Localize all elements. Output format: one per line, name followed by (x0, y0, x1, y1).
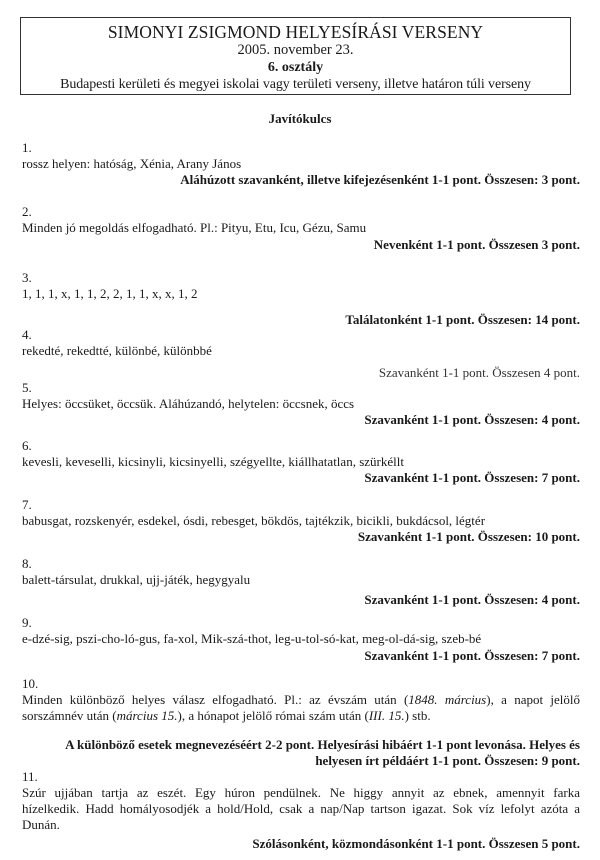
item-answer-line (22, 708, 431, 724)
section-title: Javítókulcs (268, 111, 332, 126)
item-scoring: Szavanként 1-1 pont. Összesen: 4 pont. (364, 592, 580, 607)
item-answer-line (22, 692, 580, 708)
item-answer-line: Szúr ujjában tartja az eszét. Egy húron pendülnek. Ne higgy annyit az ebnek, amennyit farka (22, 785, 580, 800)
italic-example: III. 15. (368, 708, 405, 723)
header-box (20, 17, 571, 95)
italic-example: 1848. március (408, 692, 487, 707)
competition-date: 2005. november 23. (237, 42, 354, 58)
item-scoring: Szólásonként, közmondásonként 1-1 pont. Összesen 5 pont. (252, 836, 580, 851)
item-answer: rossz helyen: hatóság, Xénia, Arany János (22, 156, 242, 171)
item-number: 2. (22, 204, 32, 219)
item-number: 1. (22, 140, 32, 155)
item-scoring-line: helyesen írt példáért 1-1 pont. Összesen: 9 pont. (315, 753, 580, 768)
text-run: Minden különböző helyes válasz elfogadható. Pl.: az évszám után ( (22, 692, 409, 707)
item-number: 7. (22, 497, 32, 512)
item-scoring: Nevenként 1-1 pont. Összesen 3 pont. (373, 237, 580, 252)
grade-level: 6. osztály (267, 60, 324, 75)
item-number: 3. (22, 270, 32, 285)
item-answer-line: hízelkedik. Hadd homályosodjék a hold/Hold, csak a nap/Nap tartson igazat. Sok víz lefolyt azóta a (22, 801, 580, 816)
competition-subtitle: Budapesti kerületi és megyei iskolai vagy területi verseny, illetve határon túli verseny (60, 77, 531, 92)
item-number: 4. (22, 327, 32, 342)
competition-title: SIMONYI ZSIGMOND HELYESÍRÁSI VERSENY (107, 22, 484, 42)
item-answer: babusgat, rozskenyér, esdekel, ósdi, rebesget, bökdös, tajtékzik, bicikli, bukdácsol, légtér (22, 513, 486, 528)
item-scoring: Találatonként 1-1 pont. Összesen: 14 pont. (345, 312, 580, 327)
italic-example: március 15. (116, 708, 178, 723)
text-run: ) stb. (404, 708, 431, 723)
item-answer: e-dzé-sig, pszi-cho-ló-gus, fa-xol, Mik-szá-thot, leg-u-tol-só-kat, meg-ol-dá-sig, szeb-bé (22, 631, 482, 646)
item-answer: Minden jó megoldás elfogadható. Pl.: Pityu, Etu, Icu, Gézu, Samu (22, 220, 367, 235)
text-run: ), a napot jelölő (486, 692, 580, 707)
item-answer: balett-társulat, drukkal, ujj-játék, hegygyalu (22, 572, 251, 587)
item-number: 10. (22, 676, 39, 691)
item-scoring: Szavanként 1-1 pont. Összesen: 4 pont. (364, 412, 580, 427)
item-scoring-line: A különböző esetek megnevezéséért 2-2 pont. Helyesírási hibáért 1-1 pont levonása. Helyes és (65, 737, 580, 752)
item-answer: rekedté, rekedtté, különbé, különbbé (22, 343, 212, 358)
text-run: ), a hónapot jelölő római szám után ( (177, 708, 369, 723)
item-number: 8. (22, 556, 32, 571)
item-scoring: Szavanként 1-1 pont. Összesen: 7 pont. (364, 648, 580, 663)
item-number: 9. (22, 615, 32, 630)
item-answer: 1, 1, 1, x, 1, 1, 2, 2, 1, 1, x, x, 1, 2 (22, 286, 198, 301)
item-number: 6. (22, 438, 32, 453)
item-answer: Helyes: öccsüket, öccsük. Aláhúzandó, helytelen: öccsnek, öccs (22, 396, 355, 411)
item-scoring: Szavanként 1-1 pont. Összesen 4 pont. (378, 365, 580, 380)
item-number: 5. (22, 380, 32, 395)
item-scoring: Aláhúzott szavanként, illetve kifejezésenként 1-1 pont. Összesen: 3 pont. (180, 172, 580, 187)
item-scoring: Szavanként 1-1 pont. Összesen: 7 pont. (364, 470, 580, 485)
item-number: 11. (22, 769, 38, 784)
item-scoring: Szavanként 1-1 pont. Összesen: 10 pont. (357, 529, 580, 544)
item-answer: kevesli, keveselli, kicsinyli, kicsinyelli, szégyellte, kiállhatatlan, szürkéllt (22, 454, 404, 469)
text-run: sorszámnév után ( (22, 708, 117, 723)
item-answer-line: Dunán. (22, 817, 60, 832)
